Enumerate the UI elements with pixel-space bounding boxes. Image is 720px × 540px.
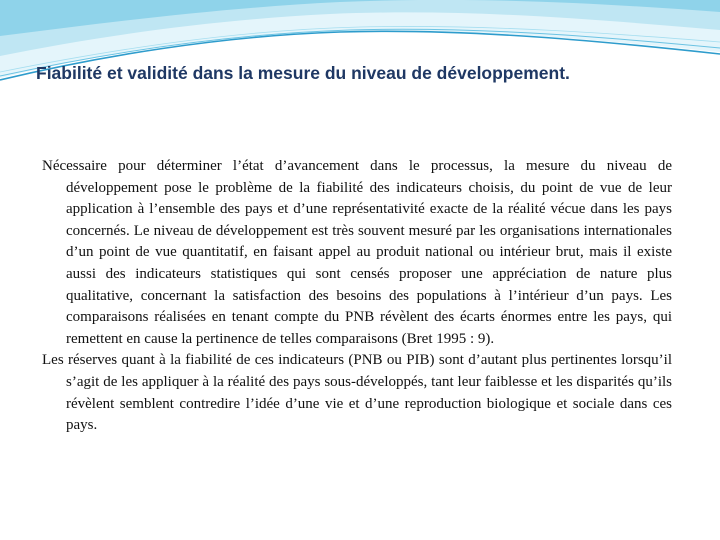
body-paragraph-1: Nécessaire pour déterminer l’état d’avancement dans le processus, la mesure du niveau de développement pose le problème de la fiabilité des indicateurs choisis, du point de vue de leur application à l’ensemble des pays et d’une représentativité exacte de la réalité vécue dans les pays concernés. Le niveau de développement est très souvent mesuré par les organisations internationales d’un point de vue quantitatif, en faisant appel au produit national ou intérieur brut, mais il existe aussi des indicateurs statistiques qui sont censés proposer une appréciation de nature plus qualitative, concernant la satisfaction des besoins des populations à l’intérieur d’un pays. Les comparaisons réalisées en tenant compte du PNB révèlent des écarts énormes entre les pays, qui remettent en cause la pertinence de telles comparaisons (Bret 1995 : 9). [42, 158, 672, 347]
slide-body [42, 156, 672, 437]
slide-title: Fiabilité et validité dans la mesure du niveau de développement. [36, 63, 570, 83]
body-paragraph-2: Les réserves quant à la fiabilité de ces indicateurs (PNB ou PIB) sont d’autant plus pertinentes lorsqu’il s’agit de les appliquer à la réalité des pays sous-développés, tant leur faiblesse et les disparités qu’ils révèlent semblent contredire l’idée d’une vie et d’une reproduction biologique et sociale dans ces pays. [42, 352, 672, 434]
wave-header-decoration [0, 0, 720, 100]
